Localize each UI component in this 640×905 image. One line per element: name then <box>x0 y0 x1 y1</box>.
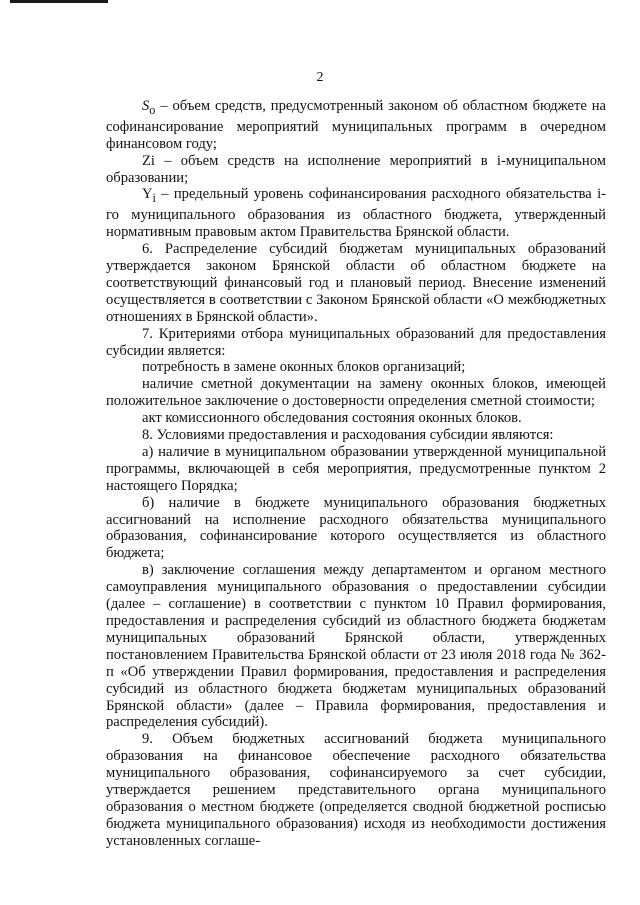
paragraph-text: – объем средств, предусмотренный законом об областном бюджете на софинансирование мероприятий муниципальных программ в очередном финансовом году; <box>106 98 606 152</box>
symbol-y: Y <box>142 186 153 203</box>
paragraph-so-definition <box>106 98 606 153</box>
condition-a: а) наличие в муниципальном образовании утвержденной муниципальной программы, включающей в себя мероприятия, предусмотренные пунктом 2 настоящего Порядка; <box>106 443 606 494</box>
page-number: 2 <box>316 70 324 85</box>
paragraph-yi-definition <box>106 186 606 241</box>
document-body <box>106 98 606 850</box>
criterion-inspection-act: акт комиссионного обследования состояния оконных блоков. <box>142 410 522 427</box>
paragraph-item-8: 8. Условиями предоставления и расходования субсидии являются: <box>142 427 554 444</box>
paragraph-zi-definition: Zi – объем средств на исполнение мероприятий в i-муниципальном образовании; <box>106 152 606 186</box>
criterion-estimate-documentation: наличие сметной документации на замену оконных блоков, имеющей положительное заключение о достоверности определения сметной стоимости; <box>106 376 606 410</box>
condition-b: б) наличие в бюджете муниципального образования бюджетных ассигнований на исполнение расходного обязательства муниципального образования, софинансирование которого осуществляется из областного бюджета; <box>106 494 606 562</box>
condition-c: в) заключение соглашения между департаментом и органом местного самоуправления муниципального образования о предоставлении субсидии (далее – соглашение) в соответствии с пунктом 10 Правил формирования, предоставления и распределения субсидий из областного бюджета бюджетам муниципальных образований Брянской области, утвержденных постановлением Правительства Брянской области от 23 июля 2018 года № 362-п «Об утверждении Правил формирования, предоставления и распределения субсидий из областного бюджета бюджетам муниципальных образований Брянской области» (далее – Правила формирования, предоставления и распределения субсидий). <box>106 562 606 731</box>
paragraph-item-7: 7. Критериями отбора муниципальных образований для предоставления субсидии является: <box>106 325 606 359</box>
symbol-subscript-i: i <box>152 191 156 206</box>
criterion-window-replacement-need: потребность в замене оконных блоков организаций; <box>142 359 466 376</box>
paragraph-item-6: 6. Распределение субсидий бюджетам муниципальных образований утверждается законом Брянской области об областном бюджете на соответствующий финансовый год и плановый период. Внесение изменений осуществляется в соответствии с Законом Брянской области «О межбюджетных отношениях в Брянской области». <box>106 241 606 325</box>
symbol-subscript-o: o <box>149 102 156 117</box>
symbol-s: S <box>142 98 150 114</box>
paragraph-item-9: 9. Объем бюджетных ассигнований бюджета муниципального образования на финансовое обеспечение расходного обязательства муниципального образования, софинансируемого за счет субсидии, утверждается решением представительного органа муниципального образования о местном бюджете (определяется сводной бюджетной росписью бюджета муниципального образования) исходя из необходимости достижения установленных соглаше- <box>106 731 606 849</box>
paragraph-text: – предельный уровень софинансирования расходного обязательства i-го муниципального образования из областного бюджета, утвержденный нормативным правовым актом Правительства Брянской области. <box>106 186 606 241</box>
top-rule <box>10 0 108 3</box>
